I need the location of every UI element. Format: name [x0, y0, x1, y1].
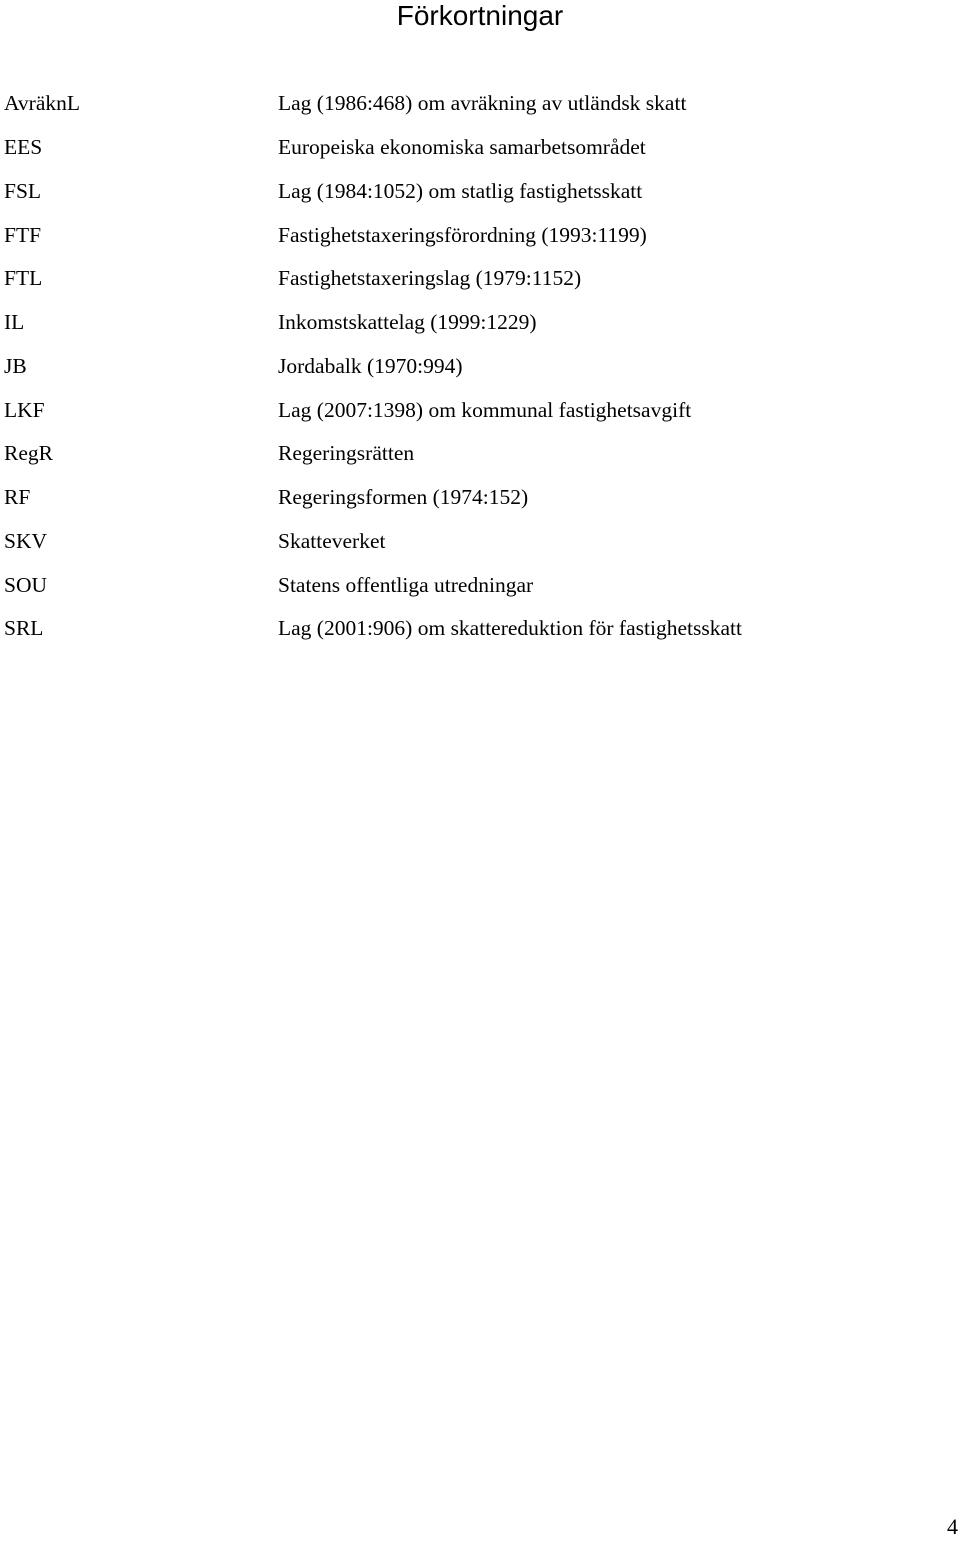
abbreviation-list [4, 82, 954, 651]
abbreviation-row [4, 432, 954, 476]
abbreviation-term: FTL [4, 266, 43, 291]
abbreviation-row [4, 345, 954, 389]
abbreviation-definition: Statens offentliga utredningar [278, 572, 534, 597]
abbreviation-term: FTF [4, 222, 42, 247]
abbreviation-row [4, 82, 954, 126]
abbreviation-row [4, 476, 954, 520]
abbreviation-row [4, 257, 954, 301]
abbreviation-term: IL [4, 310, 25, 335]
abbreviation-term: SKV [4, 528, 48, 553]
page-number: 4 [947, 1514, 958, 1539]
abbreviation-definition: Europeiska ekonomiska samarbetsområdet [278, 135, 646, 160]
abbreviation-term: LKF [4, 397, 45, 422]
abbreviation-definition: Skatteverket [278, 528, 386, 553]
abbreviation-term: FSL [4, 178, 42, 203]
abbreviation-definition: Jordabalk (1970:994) [278, 353, 463, 378]
abbreviation-row [4, 170, 954, 214]
abbreviation-row [4, 126, 954, 170]
abbreviation-term: EES [4, 135, 43, 160]
abbreviation-definition: Lag (1984:1052) om statlig fastighetsskatt [278, 178, 643, 203]
abbreviation-row [4, 301, 954, 345]
abbreviation-definition: Lag (2007:1398) om kommunal fastighetsavgift [278, 397, 692, 422]
abbreviation-row [4, 388, 954, 432]
abbreviation-row [4, 213, 954, 257]
abbreviation-term: RegR [4, 441, 53, 466]
abbreviation-definition: Lag (2001:906) om skattereduktion för fastighetsskatt [278, 616, 742, 641]
abbreviation-row [4, 563, 954, 607]
abbreviation-definition: Fastighetstaxeringsförordning (1993:1199) [278, 222, 647, 247]
abbreviation-row [4, 607, 954, 651]
abbreviation-term: AvräknL [4, 91, 81, 116]
abbreviation-definition: Fastighetstaxeringslag (1979:1152) [278, 266, 582, 291]
abbreviation-term: RF [4, 485, 31, 510]
page-title: Förkortningar [396, 0, 564, 31]
abbreviation-term: JB [4, 353, 27, 378]
abbreviation-definition: Regeringsformen (1974:152) [278, 485, 529, 510]
abbreviation-definition: Inkomstskattelag (1999:1229) [278, 310, 537, 335]
abbreviation-definition: Lag (1986:468) om avräkning av utländsk skatt [278, 91, 687, 116]
abbreviation-term: SRL [4, 616, 44, 641]
abbreviation-term: SOU [4, 572, 48, 597]
abbreviation-definition: Regeringsrätten [278, 441, 415, 466]
abbreviation-row [4, 520, 954, 564]
